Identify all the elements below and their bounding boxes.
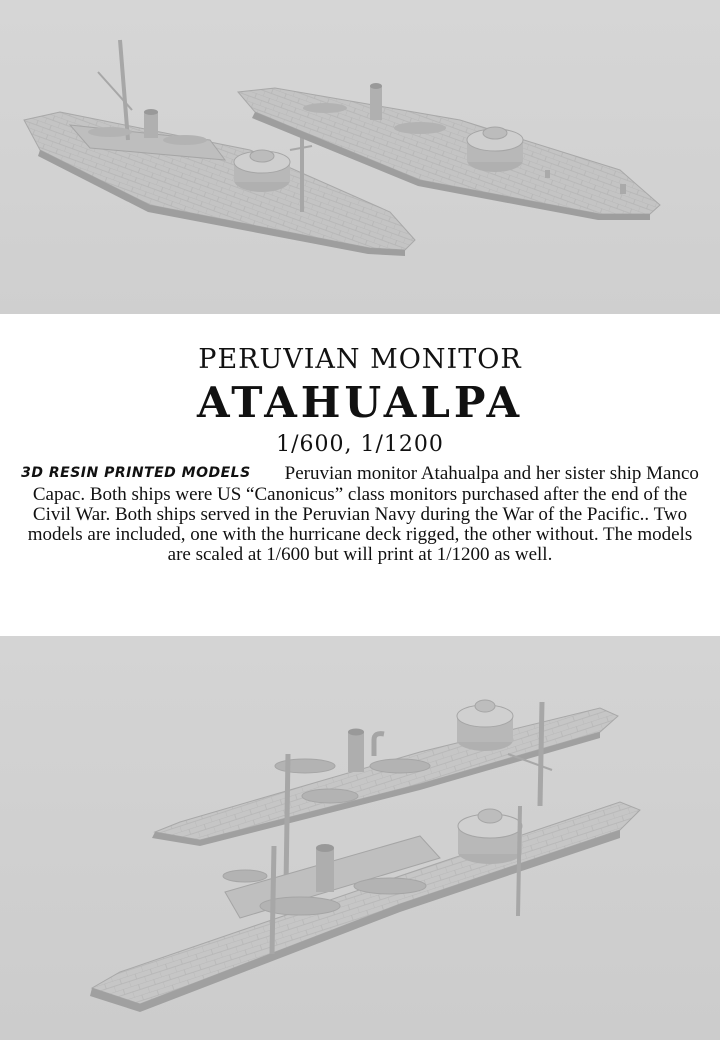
bottom-ships-illustration	[0, 636, 720, 1040]
bottom-model-render	[0, 636, 720, 1040]
description-paragraph	[14, 464, 706, 565]
top-ships-illustration	[0, 0, 720, 314]
resin-printed-tagline: 3D RESIN PRINTED MODELS	[21, 465, 251, 481]
product-subtitle: PERUVIAN MONITOR	[198, 344, 522, 375]
product-title: ATAHUALPA	[196, 378, 524, 427]
product-description-section	[0, 314, 720, 636]
scale-info: 1/600, 1/1200	[276, 432, 444, 457]
description-text: Peruvian monitor Atahualpa and her sister ship Manco Capac. Both ships were US “Canonicus” class monitors purchased after the end of the Civil War. Both ships served in the Peruvian Navy during the War of the Pacific.. Two models are included, one with the hurricane deck rigged, the other without. The models are scaled at 1/600 but will print at 1/1200 as well.	[27, 463, 699, 565]
top-model-render	[0, 0, 720, 314]
